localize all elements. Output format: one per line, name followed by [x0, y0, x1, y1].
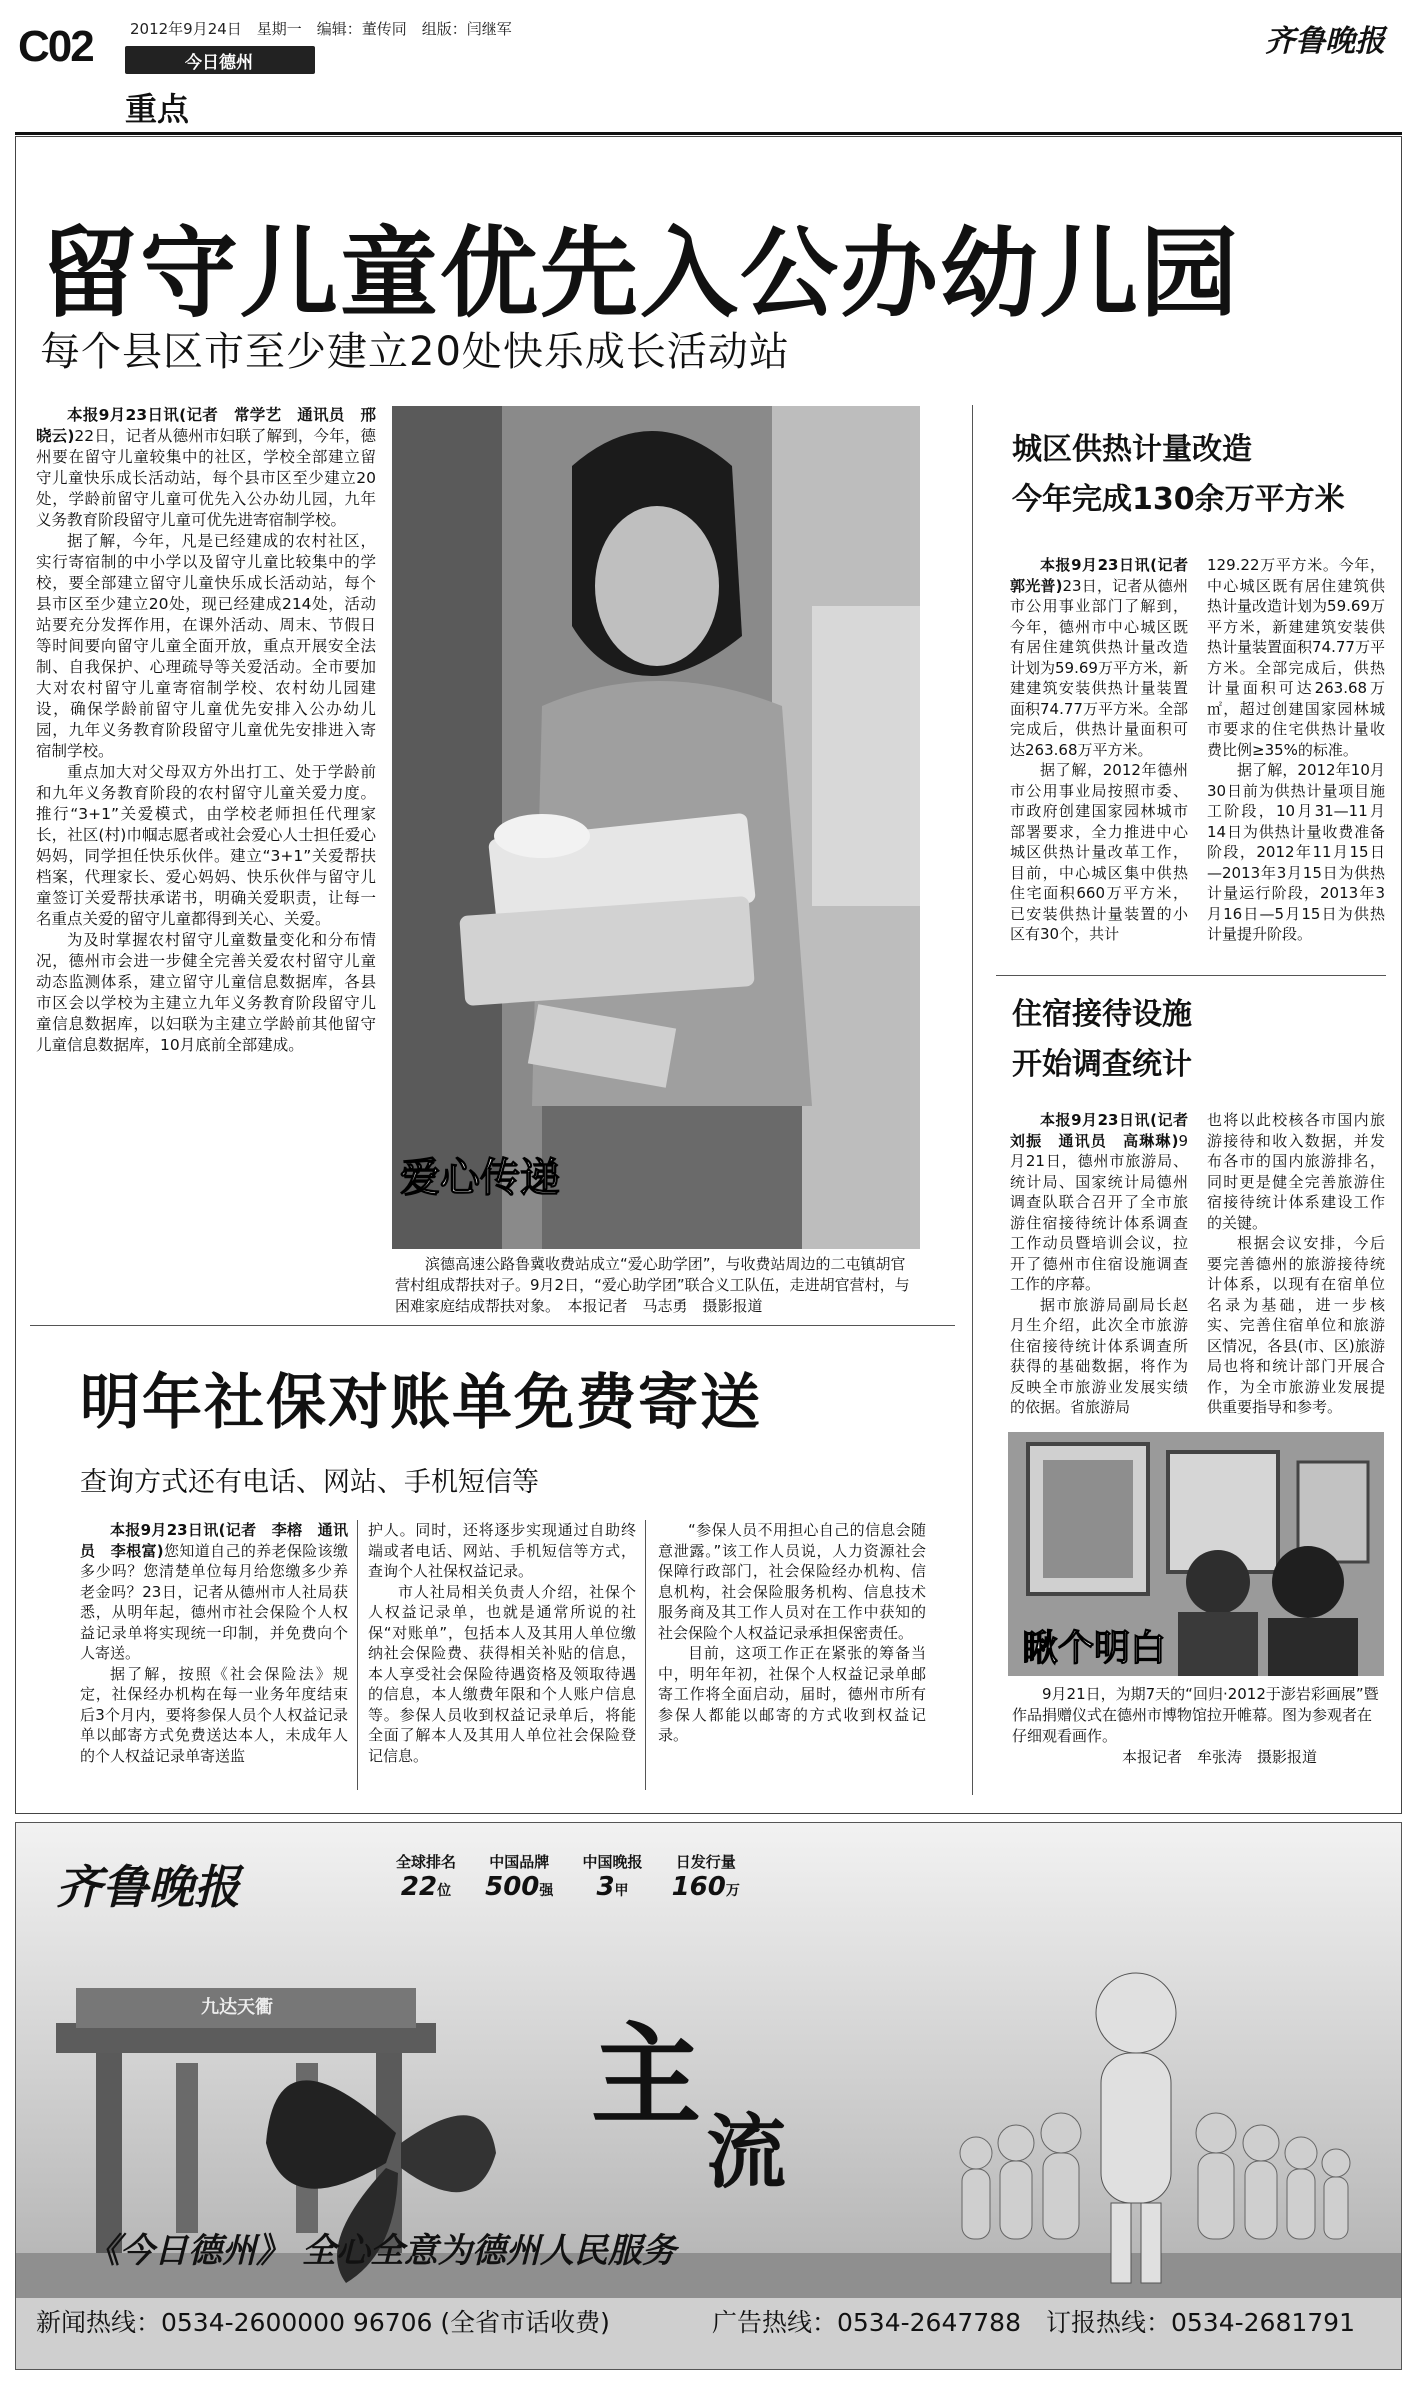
- social-paragraph: 护人。同时，还将逐步实现通过自助终端或者电话、网站、手机短信等方式，查询个人社保权益记录。: [368, 1521, 636, 1580]
- tourism-headline-2: 开始调查统计: [1012, 1047, 1192, 1082]
- ad-stat: 日发行量 160万: [671, 1853, 740, 1902]
- ad-logo: 齐鲁晚报: [56, 1860, 240, 1914]
- ad-big-char-1: 主: [591, 2011, 701, 2140]
- social-paragraph: 目前，这项工作正在紧张的筹备当中，明年年初，社保个人权益记录单邮寄工作将全面启动，届时，德州市所有参保人都能以邮寄的方式收到权益记录。: [658, 1644, 926, 1744]
- social-paragraph: “参保人员不用担心自己的信息会随意泄露。”该工作人员说，人力资源社会保障行政部门，社会保险经办机构、信息机构，社会保险服务机构、信息技术服务商及其工作人员对在工作中获知的社会保险个人权益记录承担保密责任。: [658, 1521, 926, 1642]
- social-col-3: [658, 1520, 926, 1746]
- lead-article-body: [36, 405, 376, 1056]
- girl-with-gifts-image: [392, 406, 920, 1249]
- social-col-2: [368, 1520, 636, 1766]
- lead-subheadline: 每个县区市至少建立20处快乐成长活动站: [40, 329, 790, 375]
- right-divider: [996, 975, 1386, 976]
- tourism-col-1: [1010, 1110, 1204, 1418]
- photo-overlay-title: 爱心传递: [400, 1155, 560, 1201]
- social-paragraph: 市人社局相关负责人介绍，社保个人权益记录单，也就是通常所说的社保“对账单”，包括本人及其用人单位缴纳社会保险费、获得相关补贴的信息，本人享受社会保险待遇资格及领取待遇的信息，本人缴费年限和个人账户信息等。参保人员收到权益记录单后，将能全面了解本人及其用人单位社会保险登记信息。: [368, 1582, 636, 1765]
- tourism-paragraph: 也将以此校核各市国内旅游接待和收入数据，并发布各市的国内旅游排名，同时更是健全完善旅游住宿接待统计体系建设工作的关键。: [1207, 1111, 1385, 1232]
- social-security-subheadline: 查询方式还有电话、网站、手机短信等: [80, 1467, 539, 1498]
- ad-stat: 中国品牌 500强: [485, 1853, 554, 1902]
- lead-photo-caption: 滨德高速公路鲁冀收费站成立“爱心助学团”，与收费站周边的二屯镇胡官营村组成帮扶对子。9月2日，“爱心助学团”联合义工队伍，走进胡官营村，与困难家庭结成帮扶对象。 本报记者 马志勇 摄影报道: [395, 1255, 910, 1315]
- social-security-headline: 明年社保对账单免费寄送: [80, 1368, 762, 1438]
- tourism-paragraph: 根据会议安排，今后要完善德州的旅游接待统计体系，以现有在宿单位名录为基础，进一步核实、完善住宿单位和旅游区情况，各县(市、区)旅游局也将和统计部门开展合作，为全市旅游业发展提供重要指导和参考。: [1207, 1234, 1385, 1416]
- lead-paragraph: 据了解，今年，凡是已经建成的农村社区，实行寄宿制的中小学以及留守儿童比较集中的学校，要全部建立留守儿童快乐成长活动站，每个县市区至少建立20处，现已经建成214处，活动站要充分发挥作用，在课外活动、周末、节假日等时间要向留守儿童全面开放，重点开展安全法制、自我保护、心理疏导等关爱活动。全市要加大对农村留守儿童寄宿制学校、农村幼儿园建设，确保学龄前留守儿童优先安排入公办幼儿园，九年义务教育阶段留守儿童优先安排进入寄宿制学校。: [36, 532, 376, 760]
- gate-sign: 九达天衢: [201, 1997, 273, 2018]
- top-rule: [15, 132, 1402, 135]
- masthead-logo: 齐鲁晚报: [1265, 24, 1385, 59]
- heating-paragraph: 据了解，2012年德州市公用事业局按照市委、市政府创建国家园林城市部署要求，全力推进中心城区供热计量改革工作，目前，中心城区集中供热住宅面积660万平方米，已安装供热计量装置的小区有30个，共计: [1010, 761, 1188, 943]
- hotline-ad: 广告热线：0534-2647788: [712, 2308, 1021, 2337]
- column-divider: [972, 405, 973, 1795]
- hotline-subscription: 订报热线：0534-2681791: [1046, 2308, 1355, 2337]
- heating-headline-1: 城区供热计量改造: [1012, 432, 1252, 467]
- ad-stats: [396, 1851, 764, 1902]
- tourism-byline: 本报9月23日讯(记者 刘振 通讯员 高琳琳)9月21日，德州市旅游局、统计局、国家统计局德州调查队联合召开了全市旅游住宿接待统计体系调查工作动员暨培训会议，拉开了德州市住宿设施调查工作的序幕。: [1010, 1111, 1204, 1293]
- hotline-news: 新闻热线：0534-2600000 96706 (全省市话收费): [36, 2308, 610, 2337]
- heating-col-2: [1207, 555, 1385, 945]
- lead-photo: [392, 406, 920, 1249]
- exhibition-caption: 9月21日，为期7天的“回归·2012于澎岩彩画展”暨作品捐赠仪式在德州市博物馆拉开帷幕。图为参观者在仔细观看画作。: [1012, 1685, 1379, 1745]
- heating-headline-2: 今年完成130余万平方米: [1012, 482, 1345, 517]
- issue-meta: 2012年9月24日 星期一 编辑：董传同 组版：闫继军: [130, 20, 512, 38]
- tourism-paragraph: 据市旅游局副局长赵月生介绍，此次全市旅游住宿接待统计体系调查所获得的基础数据，将作为反映全市旅游业发展实绩的依据。省旅游局: [1010, 1295, 1188, 1416]
- column-tag: [125, 46, 315, 74]
- exhibition-credit: 本报记者 牟张涛 摄影报道: [1122, 1748, 1318, 1766]
- heating-byline: 本报9月23日讯(记者 郭光普)23日，记者从德州市公用事业部门了解到，今年，德州市中心城区既有居住建筑供热计量改造计划为59.69万平方米，新建建筑安装供热计量装置面积74.77万平方米。全部完成后，供热计量面积可达263.68万平方米。: [1010, 556, 1204, 759]
- exhibition-photo: [1008, 1432, 1384, 1676]
- lead-byline: 本报9月23日讯(记者 常学艺 通讯员 邢晓云)22日，记者从德州市妇联了解到，今年，德州要在留守儿童较集中的社区，学校全部建立留守儿童快乐成长活动站，每个县市区至少建立20处，学龄前留守儿童可优先入公办幼儿园，九年义务教育阶段留守儿童可优先进寄宿制学校。: [36, 406, 376, 529]
- column-tag-label: 今日德州: [185, 52, 253, 73]
- story-divider: [30, 1325, 955, 1326]
- ad-big-char-2: 流: [706, 2105, 786, 2199]
- social-byline: 本报9月23日讯(记者 李榕 通讯员 李根富)您知道自己的养老保险该缴多少吗？您清楚单位每月给您缴多少养老金吗？23日，记者从德州市人社局获悉，从明年起，德州市社会保险个人权益记录单将实现统一印制，并免费向个人寄送。: [80, 1521, 348, 1662]
- heating-col-1: [1010, 555, 1204, 945]
- tourism-col-2: [1207, 1110, 1385, 1418]
- social-paragraph: 据了解，按照《社会保险法》规定，社保经办机构在每一业务年度结束后3个月内，要将参保人员个人权益记录单以邮寄方式免费送达本人，未成年人的个人权益记录单寄送监: [80, 1664, 348, 1765]
- social-col-1: [80, 1520, 348, 1766]
- ad-slogan: 《今日德州》 全心全意为德州人民服务: [86, 2231, 676, 2271]
- lead-paragraph: 为及时掌握农村留守儿童数量变化和分布情况，德州市会进一步健全完善关爱农村留守儿童动态监测体系，建立留守儿童信息数据库，各县市区会以学校为主建立九年义务教育阶段留守儿童信息数据库，以妇联为主建立学龄前其他留守儿童信息数据库，10月底前全部建成。: [36, 931, 376, 1054]
- social-col-divider: [645, 1520, 646, 1790]
- heating-paragraph: 129.22万平方米。今年，中心城区既有居住建筑供热计量改造计划为59.69万平方米，新建建筑安装供热计量装置面积74.77万平方米。全部完成后，供热计量面积可达263.68万㎡，超过创建国家园林城市要求的住宅供热计量收费比例≥35%的标准。: [1207, 556, 1385, 759]
- lead-headline: 留守儿童优先入公办幼儿园: [40, 217, 1241, 331]
- exhibition-overlay-title: 瞅个明白: [1022, 1628, 1167, 1669]
- ad-stat: 中国晚报 3甲: [582, 1853, 643, 1902]
- lead-paragraph: 重点加大对父母双方外出打工、处于学龄前和九年义务教育阶段的农村留守儿童关爱力度。推行“3+1”关爱模式，由学校老师担任代理家长，社区(村)巾帼志愿者或社会爱心人士担任爱心妈妈，同学担任快乐伙伴。建立“3+1”关爱帮扶档案，代理家长、爱心妈妈、快乐伙伴与留守儿童签订关爱帮扶承诺书，明确关爱职责，让每一名重点关爱的留守儿童都得到关心、关爱。: [36, 763, 376, 928]
- section-title: 重点: [125, 90, 190, 128]
- page-number: C02: [18, 22, 93, 71]
- social-col-divider: [357, 1520, 358, 1790]
- ad-stat: 全球排名 22位: [396, 1853, 457, 1902]
- newspaper-ad: [15, 1822, 1402, 2370]
- heating-paragraph: 据了解，2012年10月30日前为供热计量项目施工阶段，10月31—11月14日为供热计量收费准备阶段，2012年11月15日—2013年3月15日为供热计量运行阶段，2013年3月16日—5月15日为供热计量提升阶段。: [1207, 761, 1385, 943]
- tourism-headline-1: 住宿接待设施: [1012, 997, 1192, 1032]
